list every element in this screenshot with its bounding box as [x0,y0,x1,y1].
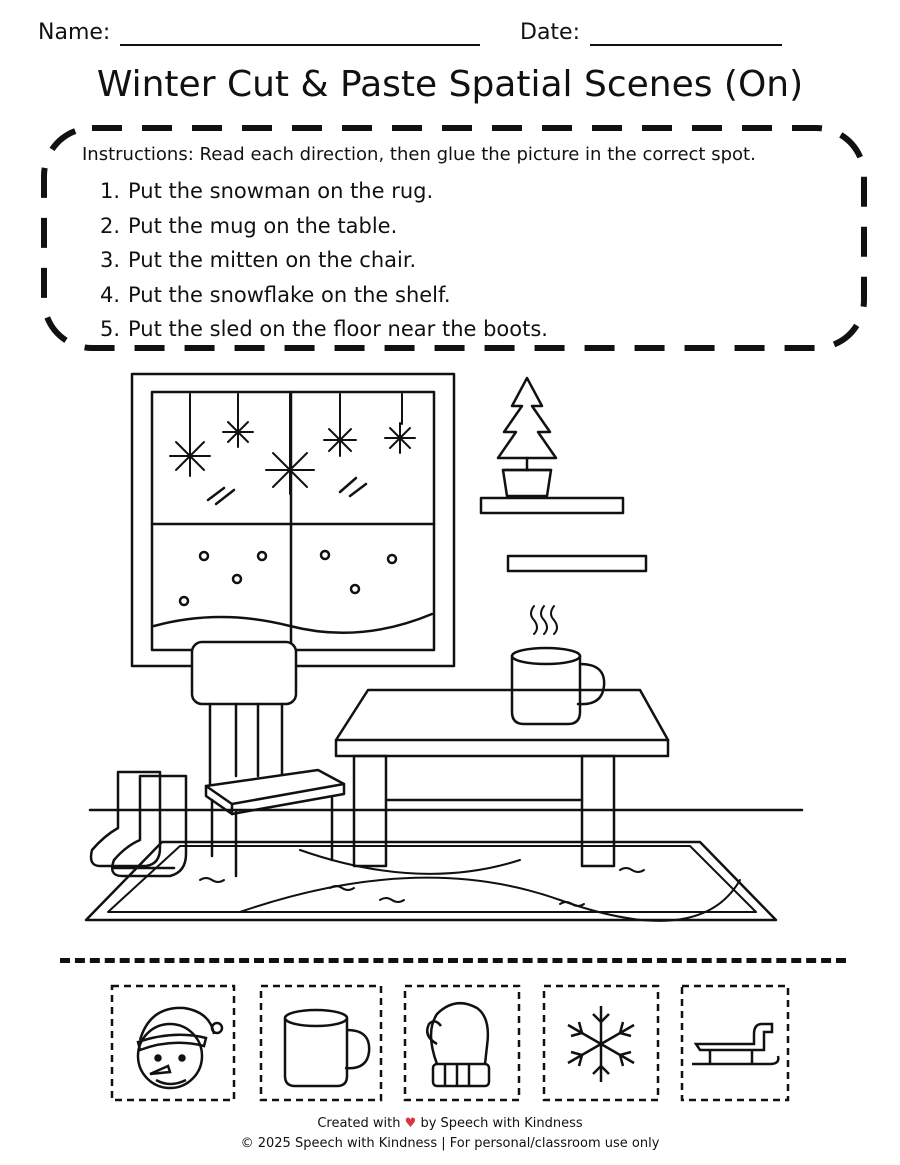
sled-icon [692,1024,778,1064]
rug-icon [86,842,776,921]
mitten-icon [427,1003,489,1086]
name-line[interactable] [120,44,480,46]
step-item: 5. Put the sled on the floor near the boots. [100,317,548,341]
winter-room-scene [0,360,900,940]
step-item: 4. Put the snowflake on the shelf. [100,282,451,307]
instructions-text: Instructions: Read each direction, then glue the picture in the correct spot. [82,144,756,165]
cut-line [60,958,846,963]
steps-list [100,174,548,347]
cutout-mug[interactable] [259,984,383,1102]
footer-credit: Created with ♥ by Speech with Kindness [317,1116,583,1131]
step-item: 2. Put the mug on the table. [100,213,398,238]
tree-icon [498,378,556,496]
cutout-mitten[interactable] [403,984,521,1102]
snowflake-icon [568,1006,634,1082]
mug-icon [285,1010,369,1086]
cutout-snowflake[interactable] [542,984,660,1102]
cutout-snowman[interactable] [110,984,236,1102]
step-item: 3. Put the mitten on the chair. [100,248,417,272]
heart-icon: ♥ [404,1116,417,1131]
page-title: Winter Cut & Paste Spatial Scenes (On) [96,64,804,105]
table-icon [336,690,668,866]
snowman-icon [138,1008,222,1088]
shelf-icon [481,498,646,571]
step-item: 1. Put the snowman on the rug. [100,179,434,203]
name-label: Name: [38,20,111,45]
cutout-sled[interactable] [680,984,790,1102]
date-line[interactable] [590,44,782,46]
mug-icon [512,606,604,724]
date-label: Date: [520,20,580,45]
boots-icon [91,772,186,876]
footer-copyright: © 2025 Speech with Kindness | For personal/classroom use only [240,1136,660,1151]
window-icon [132,374,454,666]
